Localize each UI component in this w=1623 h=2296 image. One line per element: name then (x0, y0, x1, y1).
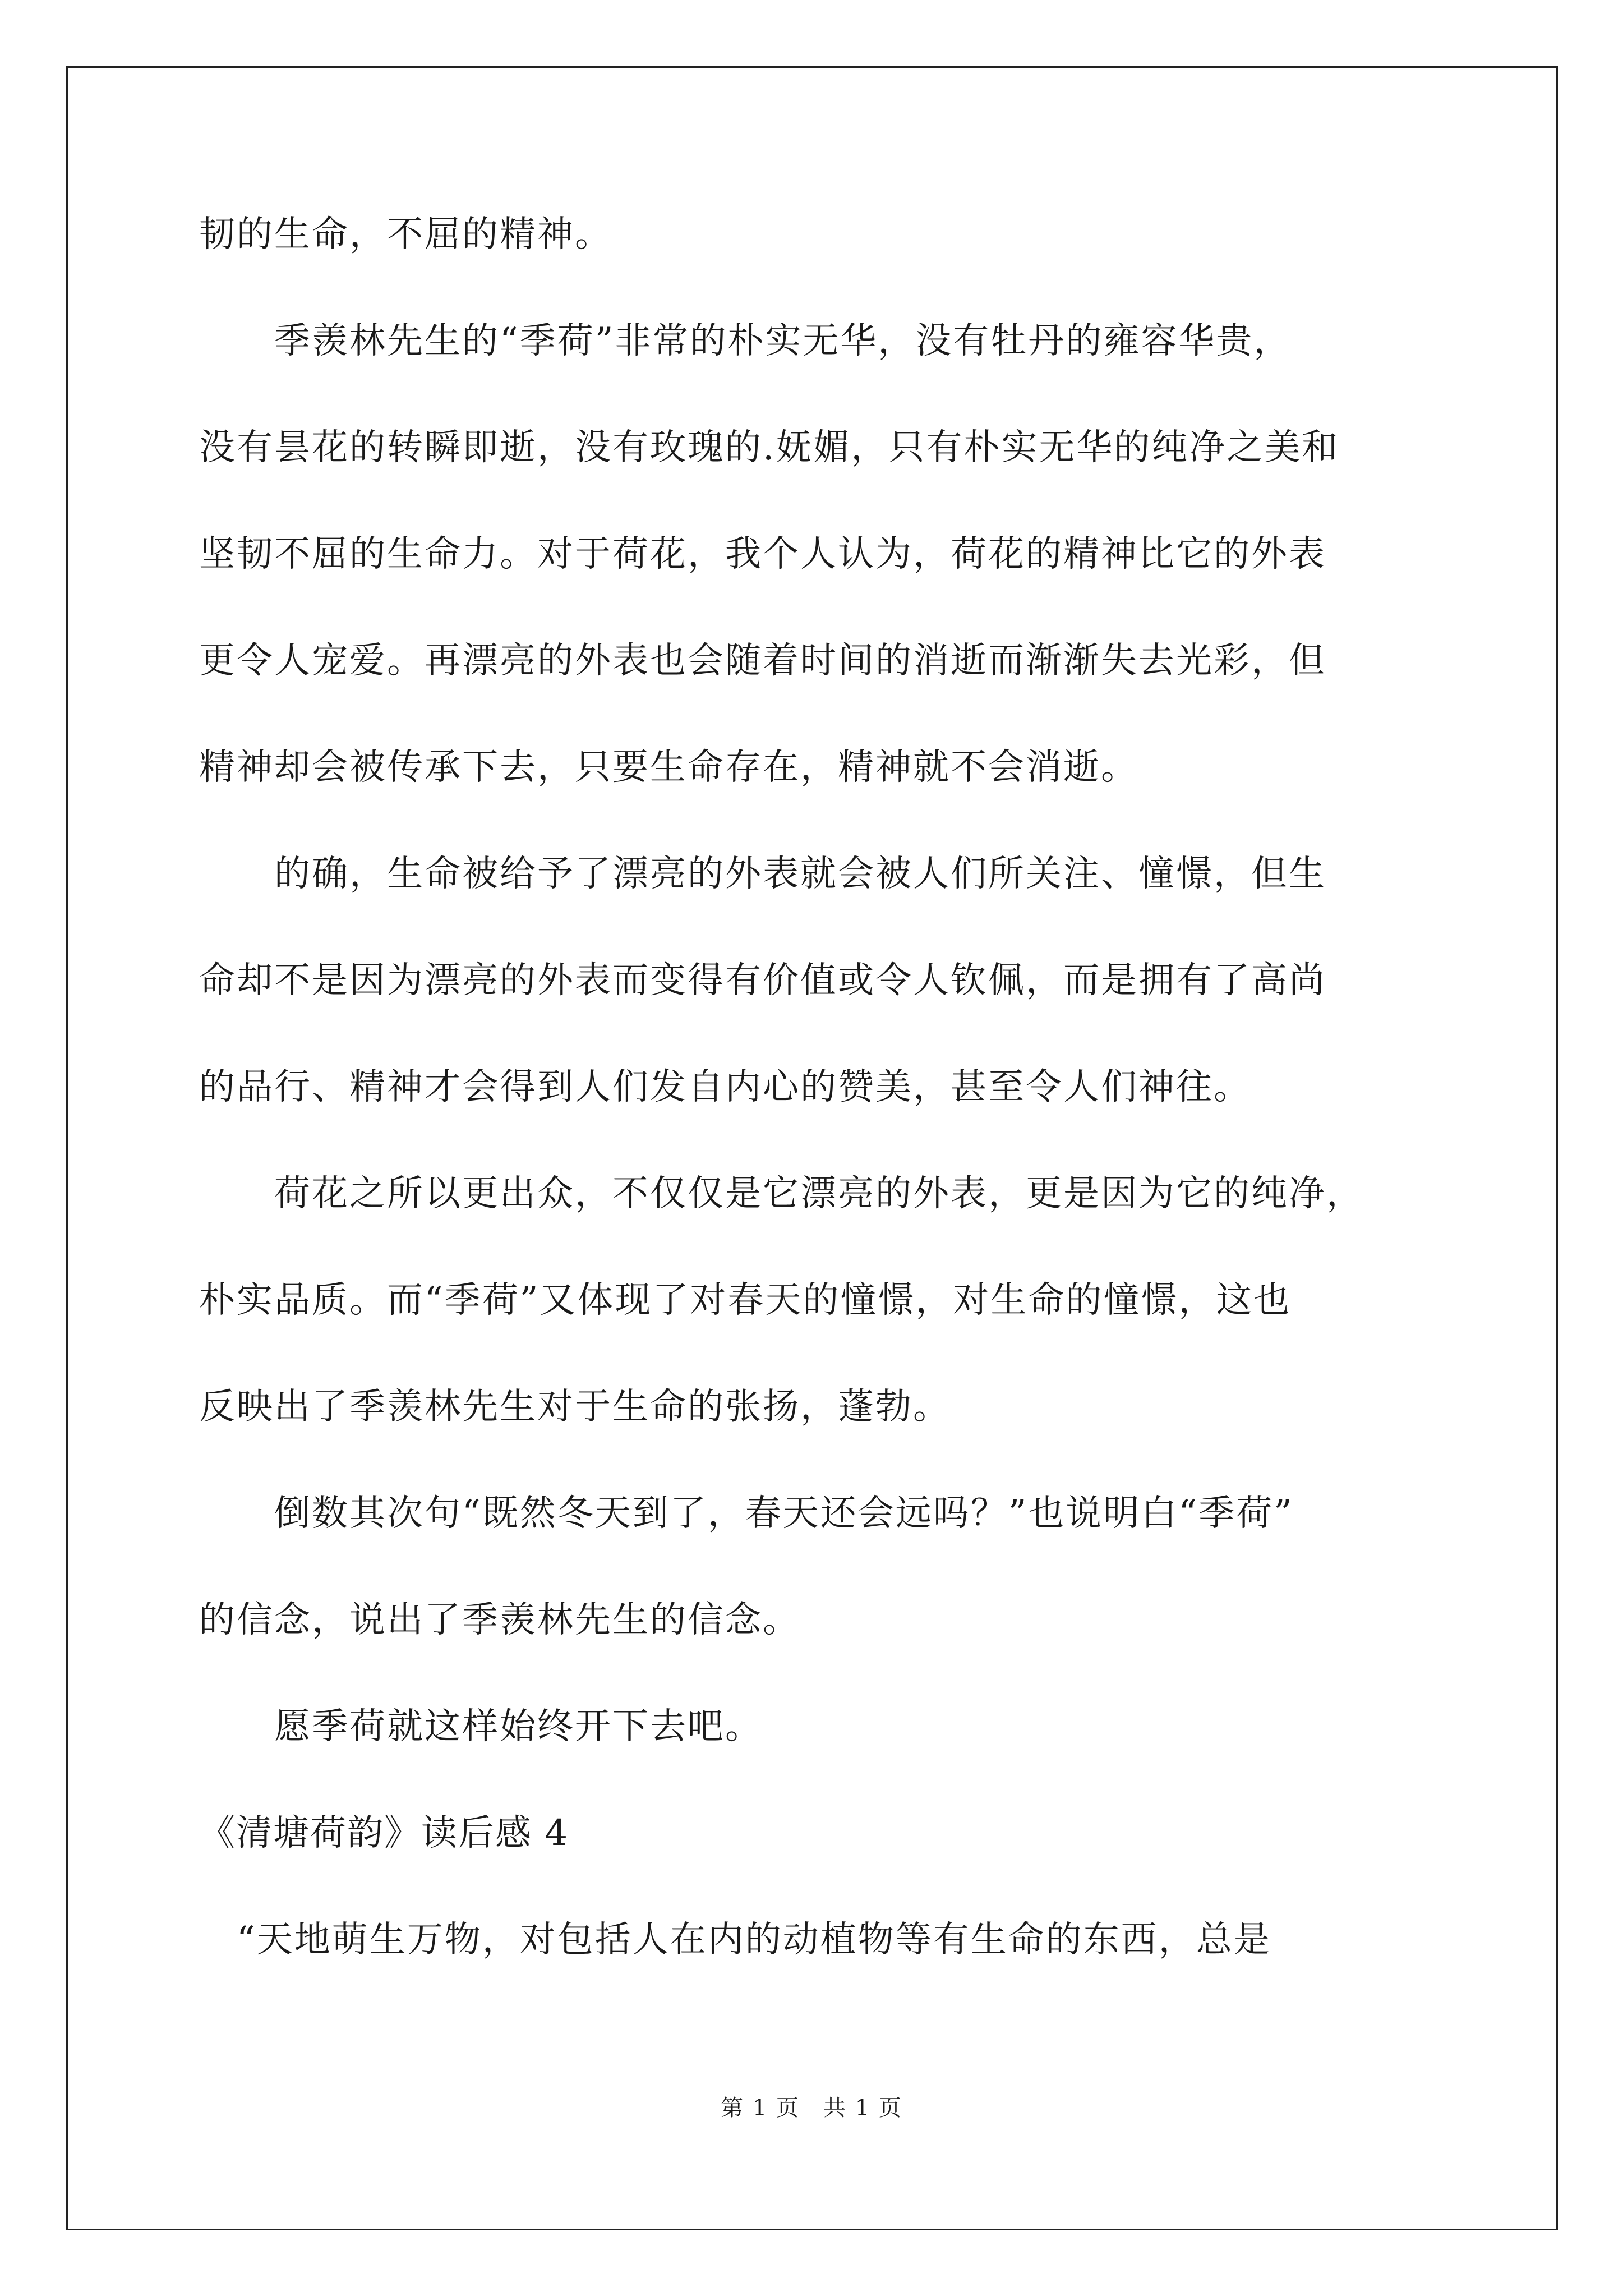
paragraph-line: 反映出了季羡林先生对于生命的张扬，蓬勃。 (199, 1386, 951, 1428)
paragraph-line: 没有昙花的转瞬即逝，没有玫瑰的.妩媚，只有朴实无华的纯净之美和 (199, 427, 1340, 468)
paragraph-line: 韧的生命，不屈的精神。 (199, 214, 612, 255)
paragraph-line: 的确，生命被给予了漂亮的外表就会被人们所关注、憧憬，但生 (199, 853, 1326, 895)
page-footer: 第 1 页 共 1 页 (721, 2095, 902, 2121)
document-body (199, 208, 1441, 2019)
paragraph-line: 精神却会被传承下去，只要生命存在，精神就不会消逝。 (199, 747, 1138, 788)
paragraph-line: “天地萌生万物，对包括人在内的动植物等有生命的东西，总是 (199, 1919, 1271, 1961)
paragraph-line: 命却不是因为漂亮的外表而变得有价值或令人钦佩，而是拥有了高尚 (199, 960, 1326, 1001)
paragraph-line: 坚韧不屈的生命力。对于荷花，我个人认为，荷花的精神比它的外表 (199, 533, 1326, 575)
paragraph-line: 倒数其次句“既然冬天到了，春天还会远吗？”也说明白“季荷” (199, 1493, 1294, 1534)
paragraph-line: 更令人宠爱。再漂亮的外表也会随着时间的消逝而渐渐失去光彩，但 (199, 640, 1326, 682)
paragraph-line: 朴实品质。而“季荷”又体现了对春天的憧憬，对生命的憧憬，这也 (199, 1280, 1292, 1321)
paragraph-line: 季羡林先生的“季荷”非常的朴实无华，没有牡丹的雍容华贵， (199, 320, 1292, 362)
paragraph-line: 的品行、精神才会得到人们发自内心的赞美，甚至令人们神往。 (199, 1066, 1251, 1108)
section-heading: 《清塘荷韵》读后感 4 (199, 1812, 569, 1854)
paragraph-line: 荷花之所以更出众，不仅仅是它漂亮的外表，更是因为它的纯净， (199, 1173, 1364, 1214)
paragraph-line: 愿季荷就这样始终开下去吧。 (199, 1706, 763, 1747)
paragraph-line: 的信念，说出了季羡林先生的信念。 (199, 1599, 800, 1641)
